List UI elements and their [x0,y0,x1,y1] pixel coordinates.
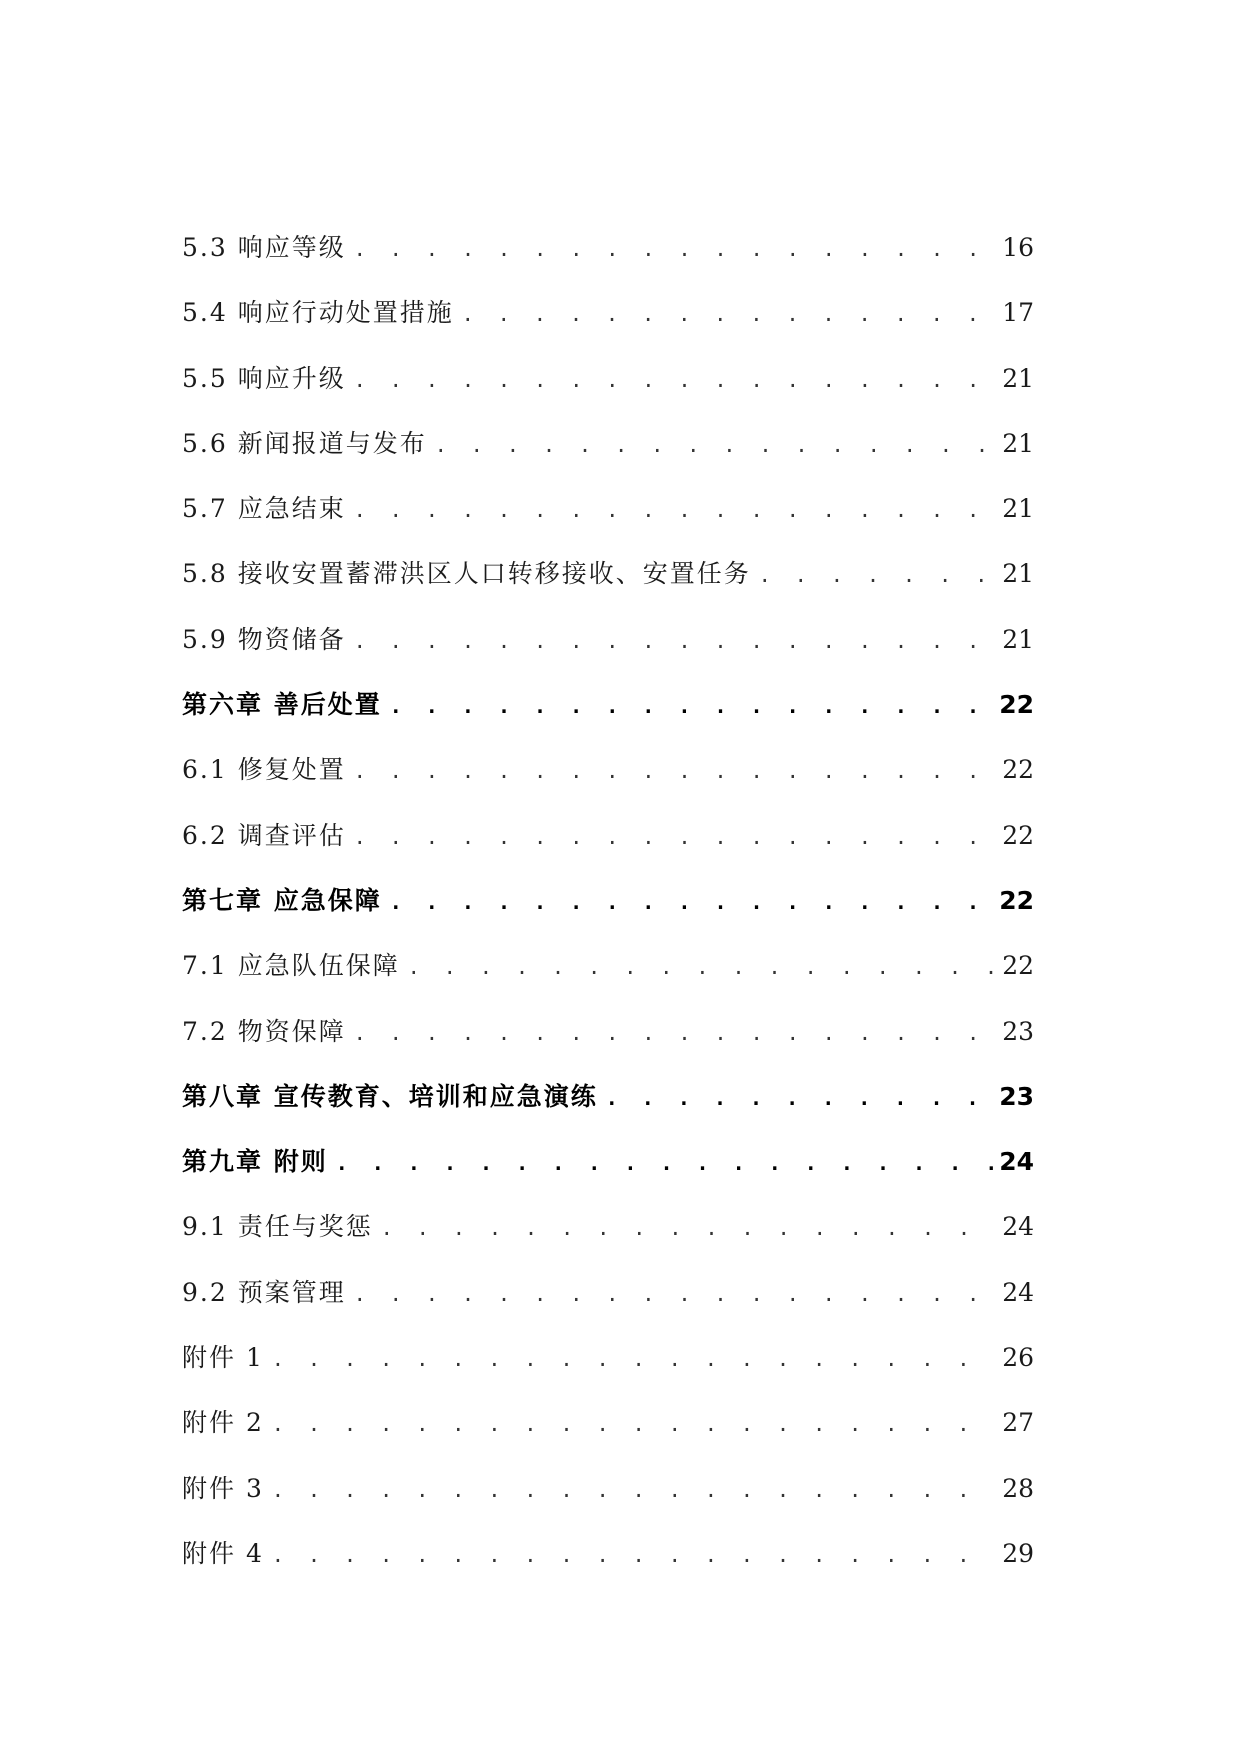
toc-entry-page-number: 21 [1002,559,1034,589]
toc-section-entry[interactable] [182,1469,1034,1534]
toc-dot-leader [272,1478,998,1502]
toc-section-entry[interactable] [182,816,1034,881]
toc-section-entry[interactable] [182,620,1034,685]
toc-entry-page-number: 24 [999,1147,1034,1177]
toc-section-entry[interactable] [182,293,1034,358]
toc-dot-leader [435,433,998,457]
toc-entry-label: 5.8 接收安置蓄滞洪区人口转移接收、安置任务 [182,559,751,589]
toc-dot-leader [390,890,995,914]
toc-dot-leader [606,1086,995,1110]
toc-entry-page-number: 24 [1002,1212,1034,1242]
toc-section-entry[interactable] [182,1534,1034,1599]
toc-dot-leader [354,1282,998,1306]
toc-chapter-entry[interactable] [182,1077,1034,1142]
toc-dot-leader [354,825,998,849]
toc-entry-label: 附件 3 [182,1473,264,1503]
toc-entry-label: 7.1 应急队伍保障 [182,951,400,981]
toc-entry-page-number: 22 [1002,820,1034,850]
toc-entry-label: 5.3 响应等级 [182,233,346,262]
toc-entry-page-number: 22 [1002,951,1034,981]
toc-entry-label: 第八章 宣传教育、培训和应急演练 [182,1081,598,1111]
toc-entry-page-number: 16 [1002,233,1034,262]
toc-dot-leader [354,368,998,392]
toc-dot-leader [354,1021,998,1045]
toc-section-entry[interactable] [182,1403,1034,1468]
toc-entry-page-number: 26 [1002,1343,1034,1373]
table-of-contents [182,228,1034,1599]
toc-entry-page-number: 17 [1002,298,1034,328]
toc-entry-label: 6.1 修复处置 [182,755,346,785]
toc-section-entry[interactable] [182,424,1034,489]
toc-entry-label: 附件 2 [182,1408,264,1438]
toc-entry-page-number: 22 [999,690,1034,720]
toc-dot-leader [354,498,998,522]
toc-section-entry[interactable] [182,554,1034,619]
toc-dot-leader [354,237,998,261]
toc-entry-label: 5.4 响应行动处置措施 [182,298,454,328]
toc-chapter-entry[interactable] [182,1142,1034,1207]
toc-entry-page-number: 28 [1002,1473,1034,1503]
toc-entry-label: 6.2 调查评估 [182,820,346,850]
toc-entry-page-number: 23 [1002,1016,1034,1046]
toc-section-entry[interactable] [182,750,1034,815]
toc-dot-leader [408,955,998,979]
toc-entry-label: 5.6 新闻报道与发布 [182,428,427,458]
toc-entry-label: 5.5 响应升级 [182,363,346,393]
toc-section-entry[interactable] [182,1012,1034,1077]
toc-dot-leader [381,1216,998,1240]
toc-entry-label: 9.1 责任与奖惩 [182,1212,373,1242]
toc-section-entry[interactable] [182,1207,1034,1272]
toc-dot-leader [354,759,998,783]
toc-entry-label: 7.2 物资保障 [182,1016,346,1046]
toc-entry-label: 9.2 预案管理 [182,1277,346,1307]
toc-dot-leader [272,1412,998,1436]
toc-dot-leader [759,563,998,587]
toc-section-entry[interactable] [182,359,1034,424]
toc-entry-label: 第七章 应急保障 [182,885,382,915]
toc-chapter-entry[interactable] [182,881,1034,946]
toc-entry-label: 5.7 应急结束 [182,494,346,524]
toc-entry-page-number: 27 [1002,1408,1034,1438]
toc-entry-page-number: 23 [999,1081,1034,1111]
toc-dot-leader [462,302,998,326]
toc-entry-page-number: 29 [1002,1538,1034,1568]
toc-entry-page-number: 21 [1002,363,1034,393]
toc-dot-leader [390,694,995,718]
toc-section-entry[interactable] [182,1338,1034,1403]
toc-entry-label: 第六章 善后处置 [182,690,382,720]
toc-section-entry[interactable] [182,489,1034,554]
toc-dot-leader [336,1151,995,1175]
toc-entry-page-number: 22 [1002,755,1034,785]
toc-entry-page-number: 22 [999,885,1034,915]
toc-entry-label: 第九章 附则 [182,1147,328,1177]
toc-entry-label: 5.9 物资储备 [182,624,346,654]
toc-entry-page-number: 24 [1002,1277,1034,1307]
toc-entry-page-number: 21 [1002,624,1034,654]
toc-entry-page-number: 21 [1002,494,1034,524]
toc-section-entry[interactable] [182,946,1034,1011]
toc-dot-leader [272,1543,998,1567]
toc-entry-page-number: 21 [1002,428,1034,458]
toc-section-entry[interactable] [182,1273,1034,1338]
toc-entry-label: 附件 1 [182,1343,264,1373]
toc-chapter-entry[interactable] [182,685,1034,750]
toc-dot-leader [272,1347,998,1371]
toc-entry-label: 附件 4 [182,1538,264,1568]
toc-dot-leader [354,629,998,653]
toc-section-entry[interactable] [182,228,1034,293]
